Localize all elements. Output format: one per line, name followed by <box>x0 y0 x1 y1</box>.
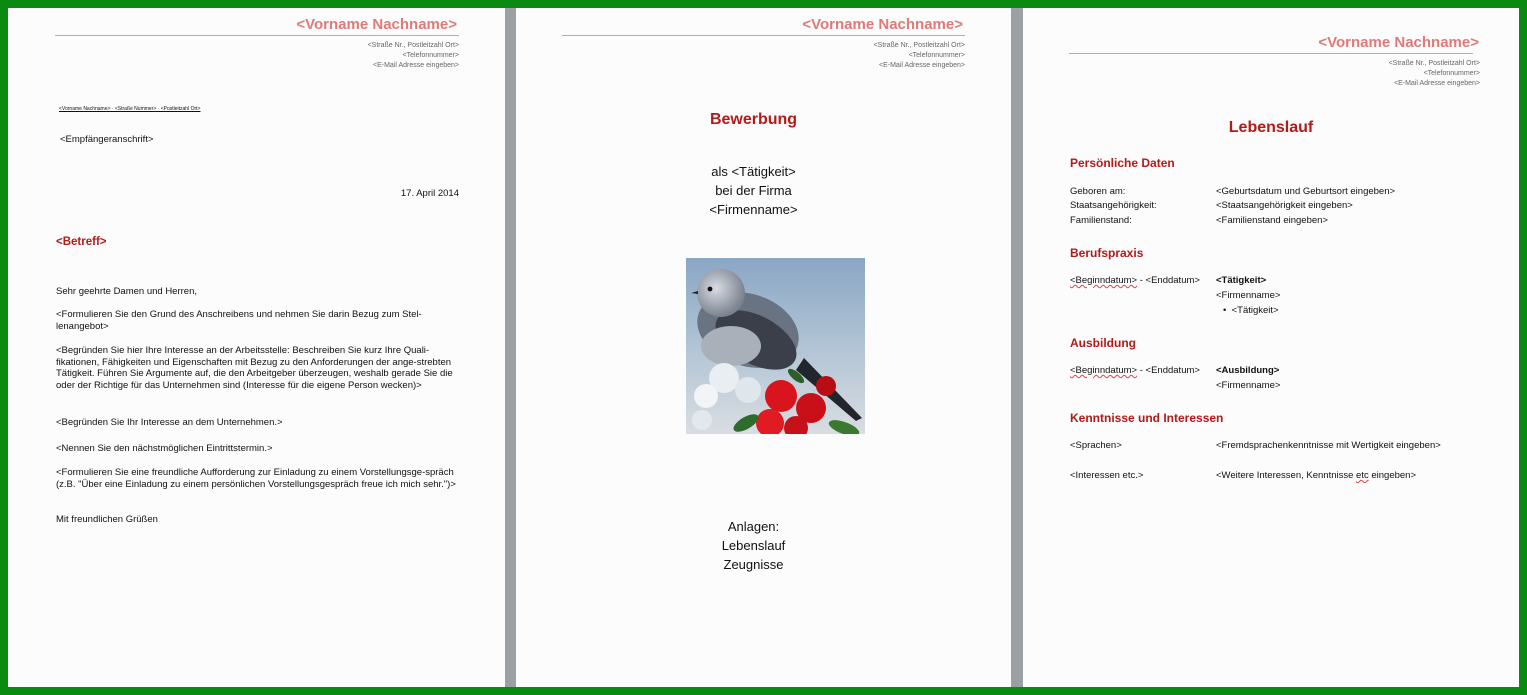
experience-job: <Tätigkeit> <box>1216 275 1267 286</box>
attachments-title: Anlagen: <box>727 519 780 534</box>
letter-date: 17. April 2014 <box>400 188 459 199</box>
letter-paragraph: <Formulieren Sie den Grund des Anschreibens und nehmen Sie darin Bezug zum Stel-lenangebot> <box>56 309 422 332</box>
bullet-icon: • <box>1223 305 1227 316</box>
interests-text-c: eingeben> <box>1368 470 1417 481</box>
interests-text-b: etc <box>1356 470 1369 481</box>
born-label: Geboren am: <box>1070 186 1126 197</box>
header-rule <box>1069 53 1473 54</box>
section-experience: Berufspraxis <box>1070 246 1144 260</box>
cover-position: als <Tätigkeit> <box>711 164 796 179</box>
attachment-item: Zeugnisse <box>723 557 784 572</box>
bullet-text: <Tätigkeit> <box>1231 305 1279 316</box>
header-street: <Straße Nr., Postleitzahl Ort> <box>1388 60 1480 67</box>
header-phone: <Telefonnummer> <box>908 52 965 59</box>
header-rule <box>562 35 965 36</box>
born-value: <Geburtsdatum und Geburtsort eingeben> <box>1216 186 1396 197</box>
header-name: <Vorname Nachname> <box>802 16 963 33</box>
nationality-label: Staatsangehörigkeit: <box>1070 200 1157 211</box>
applicant-photo <box>686 258 865 434</box>
nationality-value: <Staatsangehörigkeit eingeben> <box>1216 200 1353 211</box>
interests-value <box>1216 470 1416 481</box>
education-company: <Firmenname> <box>1216 380 1281 391</box>
bird-photo <box>686 258 865 434</box>
interests-label: <Interessen etc.> <box>1070 470 1144 481</box>
header-email: <E-Mail Adresse eingeben> <box>879 62 965 69</box>
cover-title: Bewerbung <box>709 111 798 128</box>
recipient-address: <Empfängeranschrift> <box>60 134 154 145</box>
experience-dates <box>1070 275 1200 286</box>
attachment-item: Lebenslauf <box>721 538 786 553</box>
header-address <box>368 41 459 71</box>
document-frame <box>8 8 1519 687</box>
header-email: <E-Mail Adresse eingeben> <box>1394 80 1480 87</box>
header-rule <box>55 35 459 36</box>
section-education: Ausbildung <box>1070 336 1136 350</box>
cover-page <box>516 8 1011 687</box>
education-degree: <Ausbildung> <box>1216 365 1280 376</box>
header-name: <Vorname Nachname> <box>296 16 457 33</box>
experience-bullet <box>1223 305 1279 316</box>
interests-text-a: <Weitere Interessen, Kenntnisse <box>1216 470 1357 481</box>
letter-page <box>8 8 505 687</box>
section-skills: Kenntnisse und Interessen <box>1070 411 1224 425</box>
header-street: <Straße Nr., Postleitzahl Ort> <box>873 42 965 49</box>
cover-company: <Firmenname> <box>709 202 798 217</box>
sender-line: <Vorname Nachname> · <Straße Nummer> · <Postleitzahl Ort> <box>59 106 201 112</box>
education-start: <Beginndatum> <box>1070 365 1138 376</box>
letter-paragraph: <Formulieren Sie eine freundliche Aufforderung zur Einladung zu einem Vorstellungsge-spräch (z.B. "Über eine Einladung zu einem persönlichen Vorstellungsgespräch freue ich mich sehr.")> <box>56 467 456 490</box>
family-value: <Familienstand eingeben> <box>1216 215 1328 226</box>
experience-start: <Beginndatum> <box>1070 275 1138 286</box>
header-email: <E-Mail Adresse eingeben> <box>373 62 459 69</box>
header-phone: <Telefonnummer> <box>402 52 459 59</box>
education-end: - <Enddatum> <box>1137 365 1200 376</box>
letter-subject: <Betreff> <box>56 236 107 248</box>
education-dates <box>1070 365 1200 376</box>
cv-title: Lebenslauf <box>1228 119 1314 136</box>
letter-paragraph: <Nennen Sie den nächstmöglichen Eintrittstermin.> <box>56 443 273 454</box>
cv-page <box>1023 8 1519 687</box>
family-label: Familienstand: <box>1070 215 1132 226</box>
header-address <box>1389 59 1480 89</box>
letter-paragraph: <Begründen Sie Ihr Interesse an dem Unternehmen.> <box>56 417 283 428</box>
header-phone: <Telefonnummer> <box>1423 70 1480 77</box>
letter-salutation: Sehr geehrte Damen und Herren, <box>56 286 197 297</box>
header-address <box>874 41 965 71</box>
experience-company: <Firmenname> <box>1216 290 1281 301</box>
letter-closing: Mit freundlichen Grüßen <box>56 514 158 525</box>
languages-value: <Fremdsprachenkenntnisse mit Wertigkeit eingeben> <box>1216 440 1441 451</box>
header-street: <Straße Nr., Postleitzahl Ort> <box>367 42 459 49</box>
letter-paragraph: <Begründen Sie hier Ihre Interesse an der Arbeitsstelle: Beschreiben Sie kurz Ihre Quali-fikationen, Fähigkeiten und Eigenschaften mit Bezug zu den Anforderungen der ange-strebten Tätigkeit. Führen Sie Argumente auf, die den Arbeitgeber überzeugen, weshalb gerade Sie die oder der Richtige für das Unternehmen sind (Interesse für die eigene Person wecken)> <box>56 345 453 391</box>
languages-label: <Sprachen> <box>1070 440 1122 451</box>
experience-end: - <Enddatum> <box>1137 275 1200 286</box>
section-personal: Persönliche Daten <box>1070 156 1175 170</box>
cover-company-label: bei der Firma <box>715 183 792 198</box>
header-name: <Vorname Nachname> <box>1318 34 1479 51</box>
